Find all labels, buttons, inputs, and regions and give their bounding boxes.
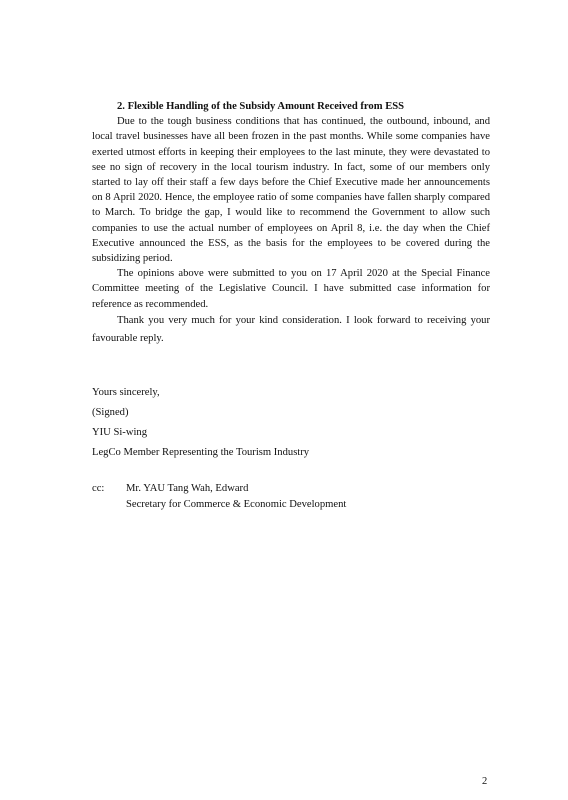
closing-salutation: Yours sincerely, (92, 387, 160, 398)
signer-title: LegCo Member Representing the Tourism Industry (92, 447, 310, 458)
signed-note: (Signed) (92, 407, 129, 418)
signer-name: YIU Si-wing (92, 427, 148, 438)
signature-block (92, 383, 309, 463)
letter-body (92, 99, 490, 348)
body-paragraph-1: Due to the tough business conditions that has continued, the outbound, inbound, and local travel businesses have all been frozen in the past months. While some companies have exerted utmost efforts in keeping their employees to the last minute, they were devastated to see no sign of recovery in the local tourism industry. In fact, some of our members only started to lay off their staff a few days before the Chief Executive made her announcements on 8 April 2020. Hence, the employee ratio of some companies have fallen sharply compared to March. To bridge the gap, I would like to recommend the Government to allow such companies to use the actual number of employees on April 8, i.e. the day when the Chief Executive announced the ESS, as the basis for the employees to be covered during the subsidizing period. (92, 116, 490, 265)
body-paragraph-2: The opinions above were submitted to you on 17 April 2020 at the Special Finance Committee meeting of the Legislative Council. I have submitted case information for reference as recommended. (92, 268, 490, 310)
cc-recipient-name: Mr. YAU Tang Wah, Edward (126, 483, 249, 494)
section-heading: 2. Flexible Handling of the Subsidy Amount Received from ESS (117, 101, 405, 112)
body-paragraph-3: Thank you very much for your kind consideration. I look forward to receiving your favourable reply. (92, 314, 490, 344)
cc-row (92, 481, 346, 497)
cc-recipient-title: Secretary for Commerce & Economic Development (126, 499, 347, 510)
cc-label: cc: (92, 483, 105, 494)
cc-block (92, 481, 346, 513)
page-number: 2 (482, 776, 488, 787)
